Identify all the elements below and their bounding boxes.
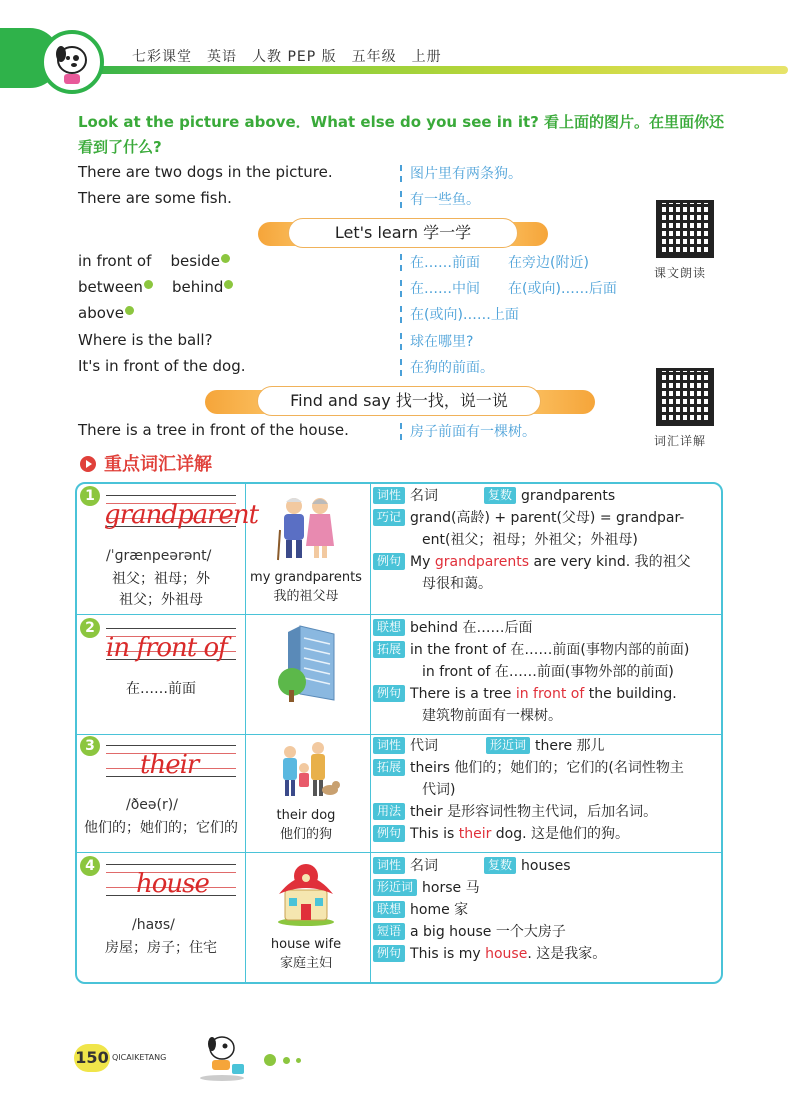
entry-word-in-front-of: in front of [106, 633, 227, 663]
detail-row [373, 801, 718, 823]
tag-label: 拓展 [373, 641, 405, 658]
tag-label: 短语 [373, 923, 405, 940]
qr-label-reading: 课文朗读 [654, 266, 707, 280]
intro-en-2: There are some fish. [78, 189, 232, 207]
learn-word-beside: beside [170, 252, 220, 270]
detail-row: 代词) [422, 782, 456, 798]
lets-learn-banner [258, 222, 548, 246]
entry-details-2 [373, 617, 718, 727]
detail-row [373, 877, 718, 899]
detail-text: dog. 这是他们的狗。 [491, 826, 630, 842]
entry-word-their: their [140, 750, 199, 780]
play-icon [80, 456, 96, 472]
find-say-banner [205, 390, 595, 414]
learn-row-4: Where is the ball? [78, 331, 213, 349]
detail-row [373, 551, 718, 573]
entry-meaning-4: 房屋；房子；住宅 [105, 940, 217, 956]
qr-code-icon[interactable] [656, 200, 714, 258]
entry-pic-caption-4 [246, 935, 366, 973]
detail-text: home 家 [410, 902, 469, 918]
tag-label: 形近词 [486, 737, 530, 754]
tag-label: 复数 [484, 857, 516, 874]
entry-word-house: house [136, 869, 209, 899]
detail-row: 建筑物前面有一棵树。 [422, 708, 562, 724]
detail-row: in front of 在……前面(事物外部的前面) [422, 664, 674, 680]
pic-caption-en: my grandparents [250, 570, 362, 585]
tag-label: 联想 [373, 619, 405, 636]
find-say-cn: 房子前面有一棵树。 [410, 421, 536, 441]
tag-label: 拓展 [373, 759, 405, 776]
detail-row [373, 617, 718, 639]
house-image [275, 862, 337, 926]
grandparents-image [272, 494, 342, 564]
row-divider [77, 852, 721, 853]
detail-text: My [410, 554, 435, 570]
detail-text: 名词 [410, 488, 439, 504]
highlight-word: their [458, 826, 492, 842]
pic-caption-cn: 家庭主妇 [279, 956, 332, 971]
intro-en-1: There are two dogs in the picture. [78, 163, 333, 181]
detail-text: in the front of 在……前面(事物内部的前面) [410, 642, 690, 658]
entry-phonetic-3: /ðeə(r)/ [126, 797, 178, 813]
building-tree-image [270, 620, 350, 706]
find-say-title: Find and say 找一找，说一说 [257, 386, 541, 416]
learn-cn-4: 球在哪里? [410, 331, 473, 351]
tag-label: 例句 [373, 945, 405, 962]
dog-mascot-icon [196, 1030, 252, 1082]
footer-dot [283, 1057, 290, 1064]
meaning-line: 祖父；外祖母 [119, 592, 203, 608]
learn-word-between: between [78, 278, 143, 296]
tag-label: 用法 [373, 803, 405, 820]
detail-row [373, 507, 718, 529]
find-say-en: There is a tree in front of the house. [78, 421, 349, 439]
learn-row-1 [78, 252, 230, 270]
tag-label: 词性 [373, 737, 405, 754]
detail-row [373, 855, 718, 877]
vocab-section-title [80, 450, 212, 476]
detail-row [373, 757, 718, 779]
tag-label: 形近词 [373, 879, 417, 896]
footer-brand: QICAIKETANG [112, 1053, 167, 1062]
column-divider [370, 484, 371, 982]
footer-dot [296, 1058, 301, 1063]
detail-text: grand(高龄) + parent(父母) = grandpar- [410, 510, 685, 526]
pic-caption-en: house wife [270, 937, 342, 952]
pic-caption-cn: 他们的狗 [279, 827, 332, 842]
detail-row: ent(祖父；祖母；外祖父；外祖母) [422, 532, 638, 548]
entry-details-3 [373, 735, 718, 845]
lets-learn-title: Let's learn 学一学 [288, 218, 518, 248]
detail-row [373, 485, 718, 507]
learn-cn-2: 在……中间 在(或向)……后面 [410, 278, 617, 298]
header-title: 七彩课堂 英语 人教 PEP 版 五年级 上册 [132, 49, 442, 65]
tag-label: 联想 [373, 901, 405, 918]
detail-text: 名词 [410, 858, 439, 874]
learn-row-3 [78, 304, 134, 322]
tag-label: 巧记 [373, 509, 405, 526]
question-line: Look at the picture above．What else do you see in it? 看上面的图片。在里面你还看到了什么? [78, 113, 725, 156]
detail-text: the building. [584, 686, 677, 702]
building-illustration [270, 620, 350, 710]
meaning-line: 祖父；祖母；外 [112, 571, 210, 587]
entry-number-1: 1 [80, 486, 100, 506]
learn-cn-1: 在……前面 在旁边(附近) [410, 252, 589, 272]
tag-label: 例句 [373, 825, 405, 842]
note-marker-icon [224, 280, 233, 289]
detail-row [373, 683, 718, 705]
detail-text: there 那儿 [535, 738, 605, 754]
detail-text: There is a tree [410, 686, 516, 702]
entry-phonetic-4: /haʊs/ [132, 917, 175, 933]
detail-text: theirs 他们的；她们的；它们的(名词性物主 [410, 760, 684, 776]
detail-text: behind 在……后面 [410, 620, 533, 636]
mascot-dog-logo [40, 30, 104, 94]
detail-text: This is [410, 826, 459, 842]
page-number: 150 [74, 1044, 110, 1072]
detail-text: grandparents [521, 488, 616, 504]
entry-details-1 [373, 485, 718, 595]
entry-phonetic-1: /ˈɡrænpeərənt/ [106, 548, 212, 564]
footer-dog-mascot [196, 1030, 252, 1086]
entry-number-3: 3 [80, 736, 100, 756]
detail-text: a big house 一个大房子 [410, 924, 566, 940]
pic-caption-cn: 我的祖父母 [273, 589, 339, 604]
house-illustration [275, 862, 337, 930]
intro-cn-2: 有一些鱼。 [410, 189, 480, 209]
detail-text: houses [521, 858, 571, 874]
highlight-word: house [485, 946, 528, 962]
tag-label: 复数 [484, 487, 516, 504]
learn-cn-5: 在狗的前面。 [410, 357, 494, 377]
header-gradient-bar [88, 66, 788, 74]
detail-row: 母很和蔼。 [422, 576, 492, 592]
entry-pic-caption-3 [246, 806, 366, 844]
entry-number-2: 2 [80, 618, 100, 638]
detail-text: are very kind. 我的祖父 [529, 554, 691, 570]
detail-text: their 是形容词性物主代词，后加名词。 [410, 804, 658, 820]
learn-cn-3: 在(或向)……上面 [410, 304, 519, 324]
grandparents-illustration [272, 494, 342, 568]
note-marker-icon [221, 254, 230, 263]
entry-number-4: 4 [80, 856, 100, 876]
entry-meaning-3: 他们的；她们的；它们的 [84, 820, 238, 836]
tag-label: 例句 [373, 553, 405, 570]
detail-row [373, 823, 718, 845]
detail-text: horse 马 [422, 880, 480, 896]
entry-pic-caption-1 [246, 568, 366, 606]
family-dog-illustration [272, 738, 342, 806]
family-dog-image [272, 738, 342, 802]
dog-mascot-icon [44, 34, 100, 90]
learn-word-above: above [78, 304, 124, 322]
learn-row-5: It's in front of the dog. [78, 357, 246, 375]
footer-dot [264, 1054, 276, 1066]
tag-label: 词性 [373, 857, 405, 874]
tag-label: 词性 [373, 487, 405, 504]
detail-row [373, 943, 718, 965]
tag-label: 例句 [373, 685, 405, 702]
entry-meaning-1 [96, 569, 226, 611]
note-marker-icon [125, 306, 134, 315]
entry-word-grandparent: grandparent [104, 500, 259, 530]
detail-text: This is my [410, 946, 486, 962]
detail-row [373, 921, 718, 943]
column-divider [245, 484, 246, 982]
entry-details-4 [373, 855, 718, 965]
note-marker-icon [144, 280, 153, 289]
qr-label-vocab: 词汇详解 [654, 434, 707, 448]
vocab-title-text: 重点词汇详解 [104, 454, 212, 475]
detail-row [373, 899, 718, 921]
detail-text: 代词 [410, 738, 439, 754]
learn-word-in-front-of: in front of [78, 252, 152, 270]
entry-meaning-2: 在……前面 [126, 681, 196, 697]
intro-cn-1: 图片里有两条狗。 [410, 163, 522, 183]
detail-row [373, 639, 718, 661]
qr-code-icon[interactable] [656, 368, 714, 426]
pic-caption-en: their dog [276, 808, 336, 823]
learn-word-behind: behind [171, 278, 224, 296]
detail-text: . 这是我家。 [527, 946, 607, 962]
detail-row [373, 735, 718, 757]
row-divider [77, 614, 721, 615]
learn-row-2 [78, 278, 233, 296]
highlight-word: in front of [515, 686, 585, 702]
highlight-word: grandparents [434, 554, 530, 570]
